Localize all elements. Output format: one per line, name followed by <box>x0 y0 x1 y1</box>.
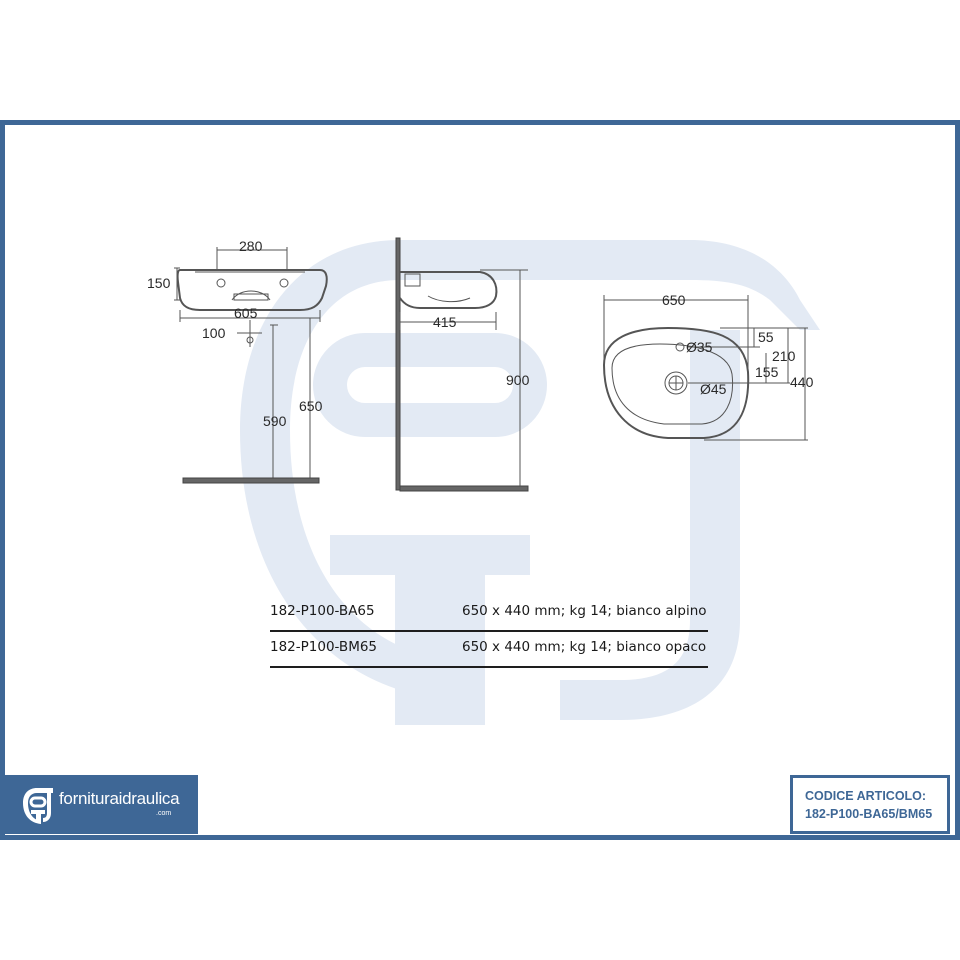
spec-description: 650 x 440 mm; kg 14; bianco opaco <box>462 639 707 655</box>
spec-row <box>270 596 708 632</box>
logo-suffix: .com <box>156 810 172 817</box>
dim-650: 650 <box>299 398 323 414</box>
dim-d35: Ø35 <box>686 339 713 355</box>
logo-wordmark: forniturаidraulica <box>59 789 180 808</box>
front-floor <box>183 478 319 483</box>
dim-55: 55 <box>758 329 774 345</box>
dim-605: 605 <box>234 305 258 321</box>
spec-row <box>270 632 708 668</box>
dim-415: 415 <box>433 314 457 330</box>
spec-description: 650 x 440 mm; kg 14; bianco alpino <box>462 603 707 619</box>
brand-logo[interactable] <box>5 775 198 834</box>
article-code-box <box>790 775 950 834</box>
article-code-value: 182-P100-BA65/BM65 <box>805 807 933 821</box>
spec-table <box>270 596 708 668</box>
dim-150: 150 <box>147 275 171 291</box>
spec-code: 182-P100-BA65 <box>270 603 375 619</box>
faucet-logo-icon <box>19 785 57 825</box>
dim-440: 440 <box>790 374 814 390</box>
dim-280: 280 <box>239 238 263 254</box>
dim-590: 590 <box>263 413 287 429</box>
article-code-title: CODICE ARTICOLO: <box>805 789 927 803</box>
dim-155: 155 <box>755 364 779 380</box>
dim-900: 900 <box>506 372 530 388</box>
dim-100: 100 <box>202 325 226 341</box>
spec-code: 182-P100-BM65 <box>270 639 378 655</box>
dim-210: 210 <box>772 348 796 364</box>
dim-650-top: 650 <box>662 292 686 308</box>
dim-d45: Ø45 <box>700 381 727 397</box>
